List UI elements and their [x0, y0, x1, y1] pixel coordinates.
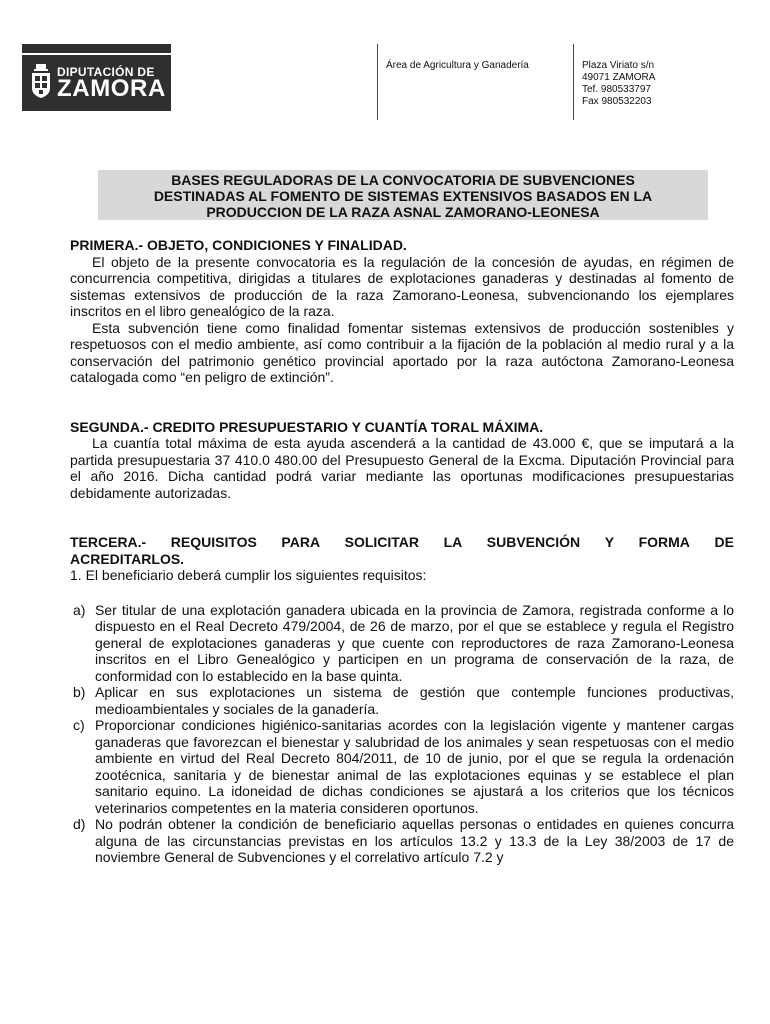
list-marker: b): [73, 684, 86, 700]
list-marker: d): [73, 816, 86, 832]
section-heading-tercera: [70, 534, 734, 551]
document-body: [70, 237, 734, 866]
list-item: [70, 684, 734, 717]
heading-word: SUBVENCIÓN: [486, 534, 581, 550]
diputacion-zamora-logo: [22, 44, 171, 111]
header-divider-left: [377, 44, 378, 120]
spacer: [70, 501, 734, 534]
title-line: BASES REGULADORAS DE LA CONVOCATORIA DE SUBVENCIONES: [171, 172, 635, 188]
coat-of-arms-icon: [30, 64, 52, 98]
list-item: [70, 717, 734, 816]
heading-word: TERCERA.-: [70, 534, 147, 550]
heading-word: PARA: [281, 534, 321, 550]
heading-word: LA: [443, 534, 463, 550]
heading-word: REQUISITOS: [170, 534, 257, 550]
contact-phone: Tef. 980533797: [582, 84, 651, 95]
requirements-list: [70, 602, 734, 866]
paragraph: Esta subvención tiene como finalidad fomentar sistemas extensivos de producción sostenibles y respetuosos con el medio ambiente, así como contribuir a la fijación de la población al medio rural y a la conservación del patrimonio genético provincial aportado por la raza autóctona Zamorano-Leonesa catalogada como “en peligro de extinción”.: [70, 319, 734, 385]
logo-line1: DIPUTACIÓN DE: [57, 65, 155, 79]
contact-address: Plaza Viriato s/n: [582, 60, 655, 71]
title-line: PRODUCCION DE LA RAZA ASNAL ZAMORANO-LEONESA: [206, 204, 600, 220]
paragraph: La cuantía total máxima de esta ayuda ascenderá a la cantidad de 43.000 €, que se imputará a la partida presupuestaria 37 410.0 480.00 del Presupuesto General de la Excma. Diputación Provincial para el año 2016. Dicha cantidad podrá variar mediante las oportunas modificaciones presupuestarias debidamente autorizadas.: [70, 435, 734, 501]
list-item-text: Aplicar en sus explotaciones un sistema de gestión que contemple funciones productivas, medioambientales y sociales de la ganadería.: [95, 684, 734, 717]
logo-line2: ZAMORA: [57, 75, 166, 102]
spacer: [70, 584, 734, 602]
list-item-text: Ser titular de una explotación ganadera ubicada en la provincia de Zamora, registrada conforme a lo dispuesto en el Real Decreto 479/2004, de 26 de marzo, por el que se establece y regula el Registro general de explotaciones ganaderas y que cuente con reproductores de raza Zamorano-Leonesa inscritos en el Libro Genealógico y participen en un programa de conservación de la raza, de conformidad con lo establecido en la base quinta.: [95, 601, 734, 684]
list-item-text: Proporcionar condiciones higiénico-sanitarias acordes con la legislación vigente y mantener cargas ganaderas que favorezcan el bienestar y salubridad de los animales y sean respetuosas con el medio ambiente en virtud del Real Decreto 804/2011, de 10 de junio, por el que se regula la ordenación zootécnica, sanitaria y de bienestar animal de las explotaciones equinas y se establece el plan sanitario equino. La idoneidad de dichas condiciones se ajustará a los criterios que los técnicos veterinarios competentes en la materia consideren oportunos.: [95, 717, 734, 816]
heading-word: SOLICITAR: [344, 534, 420, 550]
document-title: [98, 170, 708, 220]
department-area: Área de Agricultura y Ganadería: [386, 60, 529, 71]
logo-stripe: [22, 53, 171, 55]
section-heading-primera: PRIMERA.- OBJETO, CONDICIONES Y FINALIDAD.: [70, 237, 407, 253]
list-marker: a): [73, 601, 86, 618]
header-divider-right: [573, 44, 574, 120]
requirements-intro: 1. El beneficiario deberá cumplir los siguientes requisitos:: [70, 567, 427, 583]
list-item: [70, 816, 734, 866]
spacer: [70, 386, 734, 419]
list-item: [70, 602, 734, 685]
title-line: DESTINADAS AL FOMENTO DE SISTEMAS EXTENSIVOS BASADOS EN LA: [153, 188, 653, 204]
contact-fax: Fax 980532203: [582, 96, 652, 107]
list-marker: c): [73, 717, 85, 733]
heading-word: DE: [714, 534, 734, 550]
heading-word: Y: [604, 534, 615, 550]
section-heading-segunda: SEGUNDA.- CREDITO PRESUPUESTARIO Y CUANTÍA TORAL MÁXIMA.: [70, 418, 544, 435]
section-heading-tercera-line2: ACREDITARLOS.: [70, 550, 185, 567]
paragraph: El objeto de la presente convocatoria es la regulación de la concesión de ayudas, en régimen de concurrencia competitiva, dirigidas a titulares de explotaciones ganaderas y destinadas al fomento de sistemas extensivos de producción de la raza Zamorano-Leonesa, subvencionando los ejemplares inscritos en el libro genealógico de la raza.: [70, 253, 734, 319]
heading-word: FORMA: [638, 534, 690, 550]
contact-city: 49071 ZAMORA: [582, 72, 656, 83]
contact-block: [582, 60, 655, 108]
list-item-text: No podrán obtener la condición de beneficiario aquellas personas o entidades en quienes concurra alguna de las circunstancias previstas en los artículos 13.2 y 13.3 de la Ley 38/2003 de 17 de noviembre General de Subvenciones y el correlativo artículo 7.2 y: [95, 816, 734, 865]
